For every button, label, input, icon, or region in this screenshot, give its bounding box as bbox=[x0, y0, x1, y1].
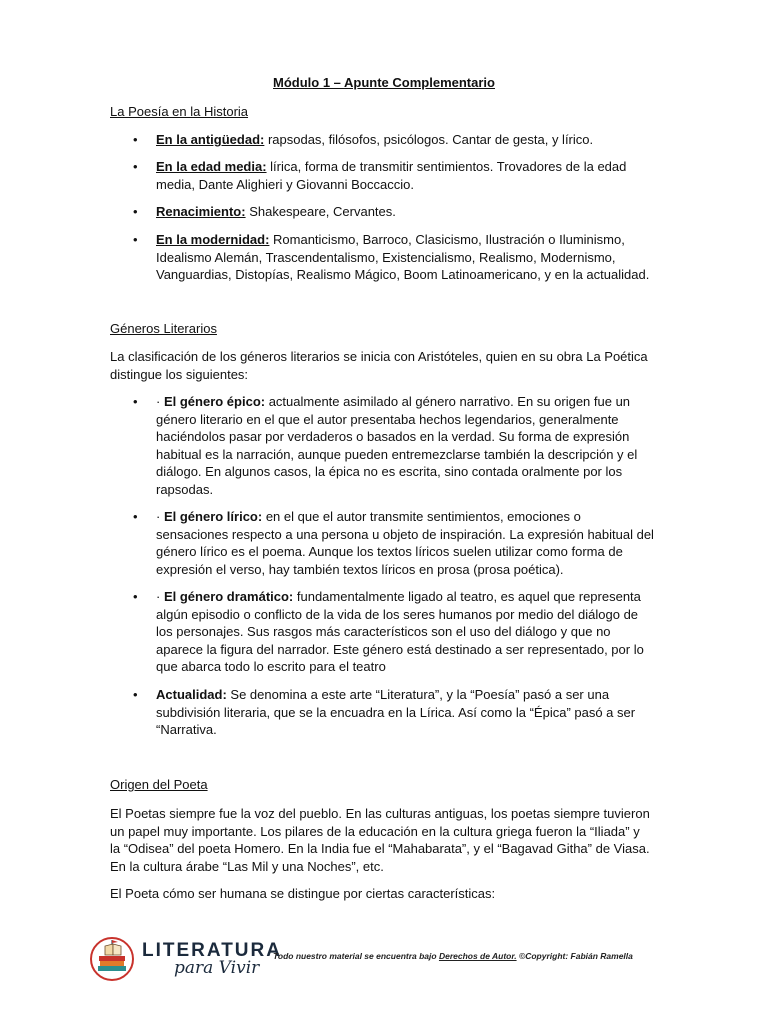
list-item bbox=[110, 203, 656, 221]
item-text: Shakespeare, Cervantes. bbox=[245, 204, 396, 219]
list-item bbox=[110, 508, 656, 578]
literatura-para-vivir-logo-icon bbox=[88, 936, 136, 982]
item-text: lírica, forma de transmitir sentimientos. Trovadores de la edad media, Dante Alighieri y Giovanni Boccaccio. bbox=[156, 159, 627, 192]
bullet-icon: • bbox=[133, 159, 138, 174]
section-heading-generos: Géneros Literarios bbox=[110, 321, 217, 336]
copyright-text: Todo nuestro material se encuentra bajo bbox=[273, 951, 439, 961]
item-label: Renacimiento: bbox=[156, 204, 246, 219]
item-prefix: · bbox=[156, 394, 164, 409]
item-label: En la modernidad: bbox=[156, 232, 270, 247]
item-label: En la antigüedad: bbox=[156, 132, 265, 147]
item-label: En la edad media: bbox=[156, 159, 267, 174]
page-title: Módulo 1 – Apunte Complementario bbox=[273, 75, 495, 90]
poeta-paragraph: El Poeta cómo ser humana se distingue por ciertas características: bbox=[110, 886, 496, 901]
item-text: en el que el autor transmite sentimientos, emociones o sensaciones respecto a una persona u objeto de inspiración. La expresión habitual del género lírico es el poema. Aunque los textos líricos suelen utilizar como forma de expresión el verso, hay también textos líricos en prosa (prosa poética). bbox=[156, 509, 654, 577]
intro-paragraph: La clasificación de los géneros literarios se inicia con Aristóteles, quien en su obra La Poética distingue los siguientes: bbox=[110, 349, 648, 382]
list-item bbox=[110, 393, 656, 498]
list-item bbox=[110, 231, 656, 284]
item-label: El género dramático: bbox=[163, 589, 294, 604]
item-label: Actualidad: bbox=[156, 687, 227, 702]
bullet-icon: • bbox=[133, 394, 138, 409]
item-label: El género épico: bbox=[163, 394, 266, 409]
list-item bbox=[110, 686, 656, 739]
item-text: fundamentalmente ligado al teatro, es aquel que representa algún episodio o conflicto de la vida de los seres humanos por medio del diálogo de los personajes. Sus rasgos más característicos son el uso del diálogo y que no aparece la figura del narrador. Este género está destinado a ser representado, por lo que abarca todo lo escrito para el teatro bbox=[156, 589, 644, 674]
bullet-icon: • bbox=[133, 687, 138, 702]
list-item bbox=[110, 158, 656, 193]
bullet-icon: • bbox=[133, 232, 138, 247]
origen-paragraph: El Poetas siempre fue la voz del pueblo. En las culturas antiguas, los poetas siempre tuvieron un papel muy importante. Los pilares de la educación en la cultura griega fueron la “Iliada” y la “Odisea” del poeta Homero. En la India fue el “Mahabarata”, y el “Bagavad Githa” de Viasa. En la cultura árabe “Las Mil y una Noches”, etc. bbox=[110, 806, 650, 874]
bullet-icon: • bbox=[133, 509, 138, 524]
copyright-owner: ©Copyright: Fabián Ramella bbox=[516, 951, 633, 961]
item-text: Se denomina a este arte “Literatura”, y la “Poesía” pasó a ser una subdivisión literaria, que se la encuadra en la Lírica. Así como la “Épica” pasó a ser “Narrativa. bbox=[156, 687, 636, 737]
item-prefix: · bbox=[156, 509, 164, 524]
bullet-icon: • bbox=[133, 132, 138, 147]
item-text: actualmente asimilado al género narrativo. En su origen fue un género literario en el que el autor presentaba hechos legendarios, generalmente haciéndolos pasar por verdaderos o basados en la verdad. Su forma de expresión habitual es la narración, aunque pueden entremezclarse también la descripción y el diálogo. En algunos casos, la épica no es escrita, sino contada oralmente por los rapsodas. bbox=[156, 394, 638, 497]
item-text: rapsodas, filósofos, psicólogos. Cantar de gesta, y lírico. bbox=[264, 132, 594, 147]
bullet-icon: • bbox=[133, 204, 138, 219]
list-item bbox=[110, 588, 656, 676]
section-heading-origen: Origen del Poeta bbox=[110, 777, 208, 792]
item-prefix: · bbox=[156, 589, 164, 604]
copyright-notice bbox=[273, 951, 673, 961]
item-label: El género lírico: bbox=[163, 509, 263, 524]
list-item bbox=[110, 131, 656, 149]
section-heading-historia: La Poesía en la Historia bbox=[110, 104, 249, 119]
brand-subtitle: para Vivir bbox=[174, 958, 260, 978]
footer bbox=[88, 936, 688, 986]
bullet-icon: • bbox=[133, 589, 138, 604]
item-text: Romanticismo, Barroco, Clasicismo, Ilustración o Iluminismo, Idealismo Alemán, Trascendentalismo, Existencialismo, Realismo, Modernismo, Vanguardias, Distopías, Realismo Mágico, Boom Latinoamericano, y en la actualidad. bbox=[156, 232, 650, 282]
brand-title: LITERATURA bbox=[142, 940, 282, 961]
copyright-link[interactable]: Derechos de Autor. bbox=[438, 951, 517, 961]
